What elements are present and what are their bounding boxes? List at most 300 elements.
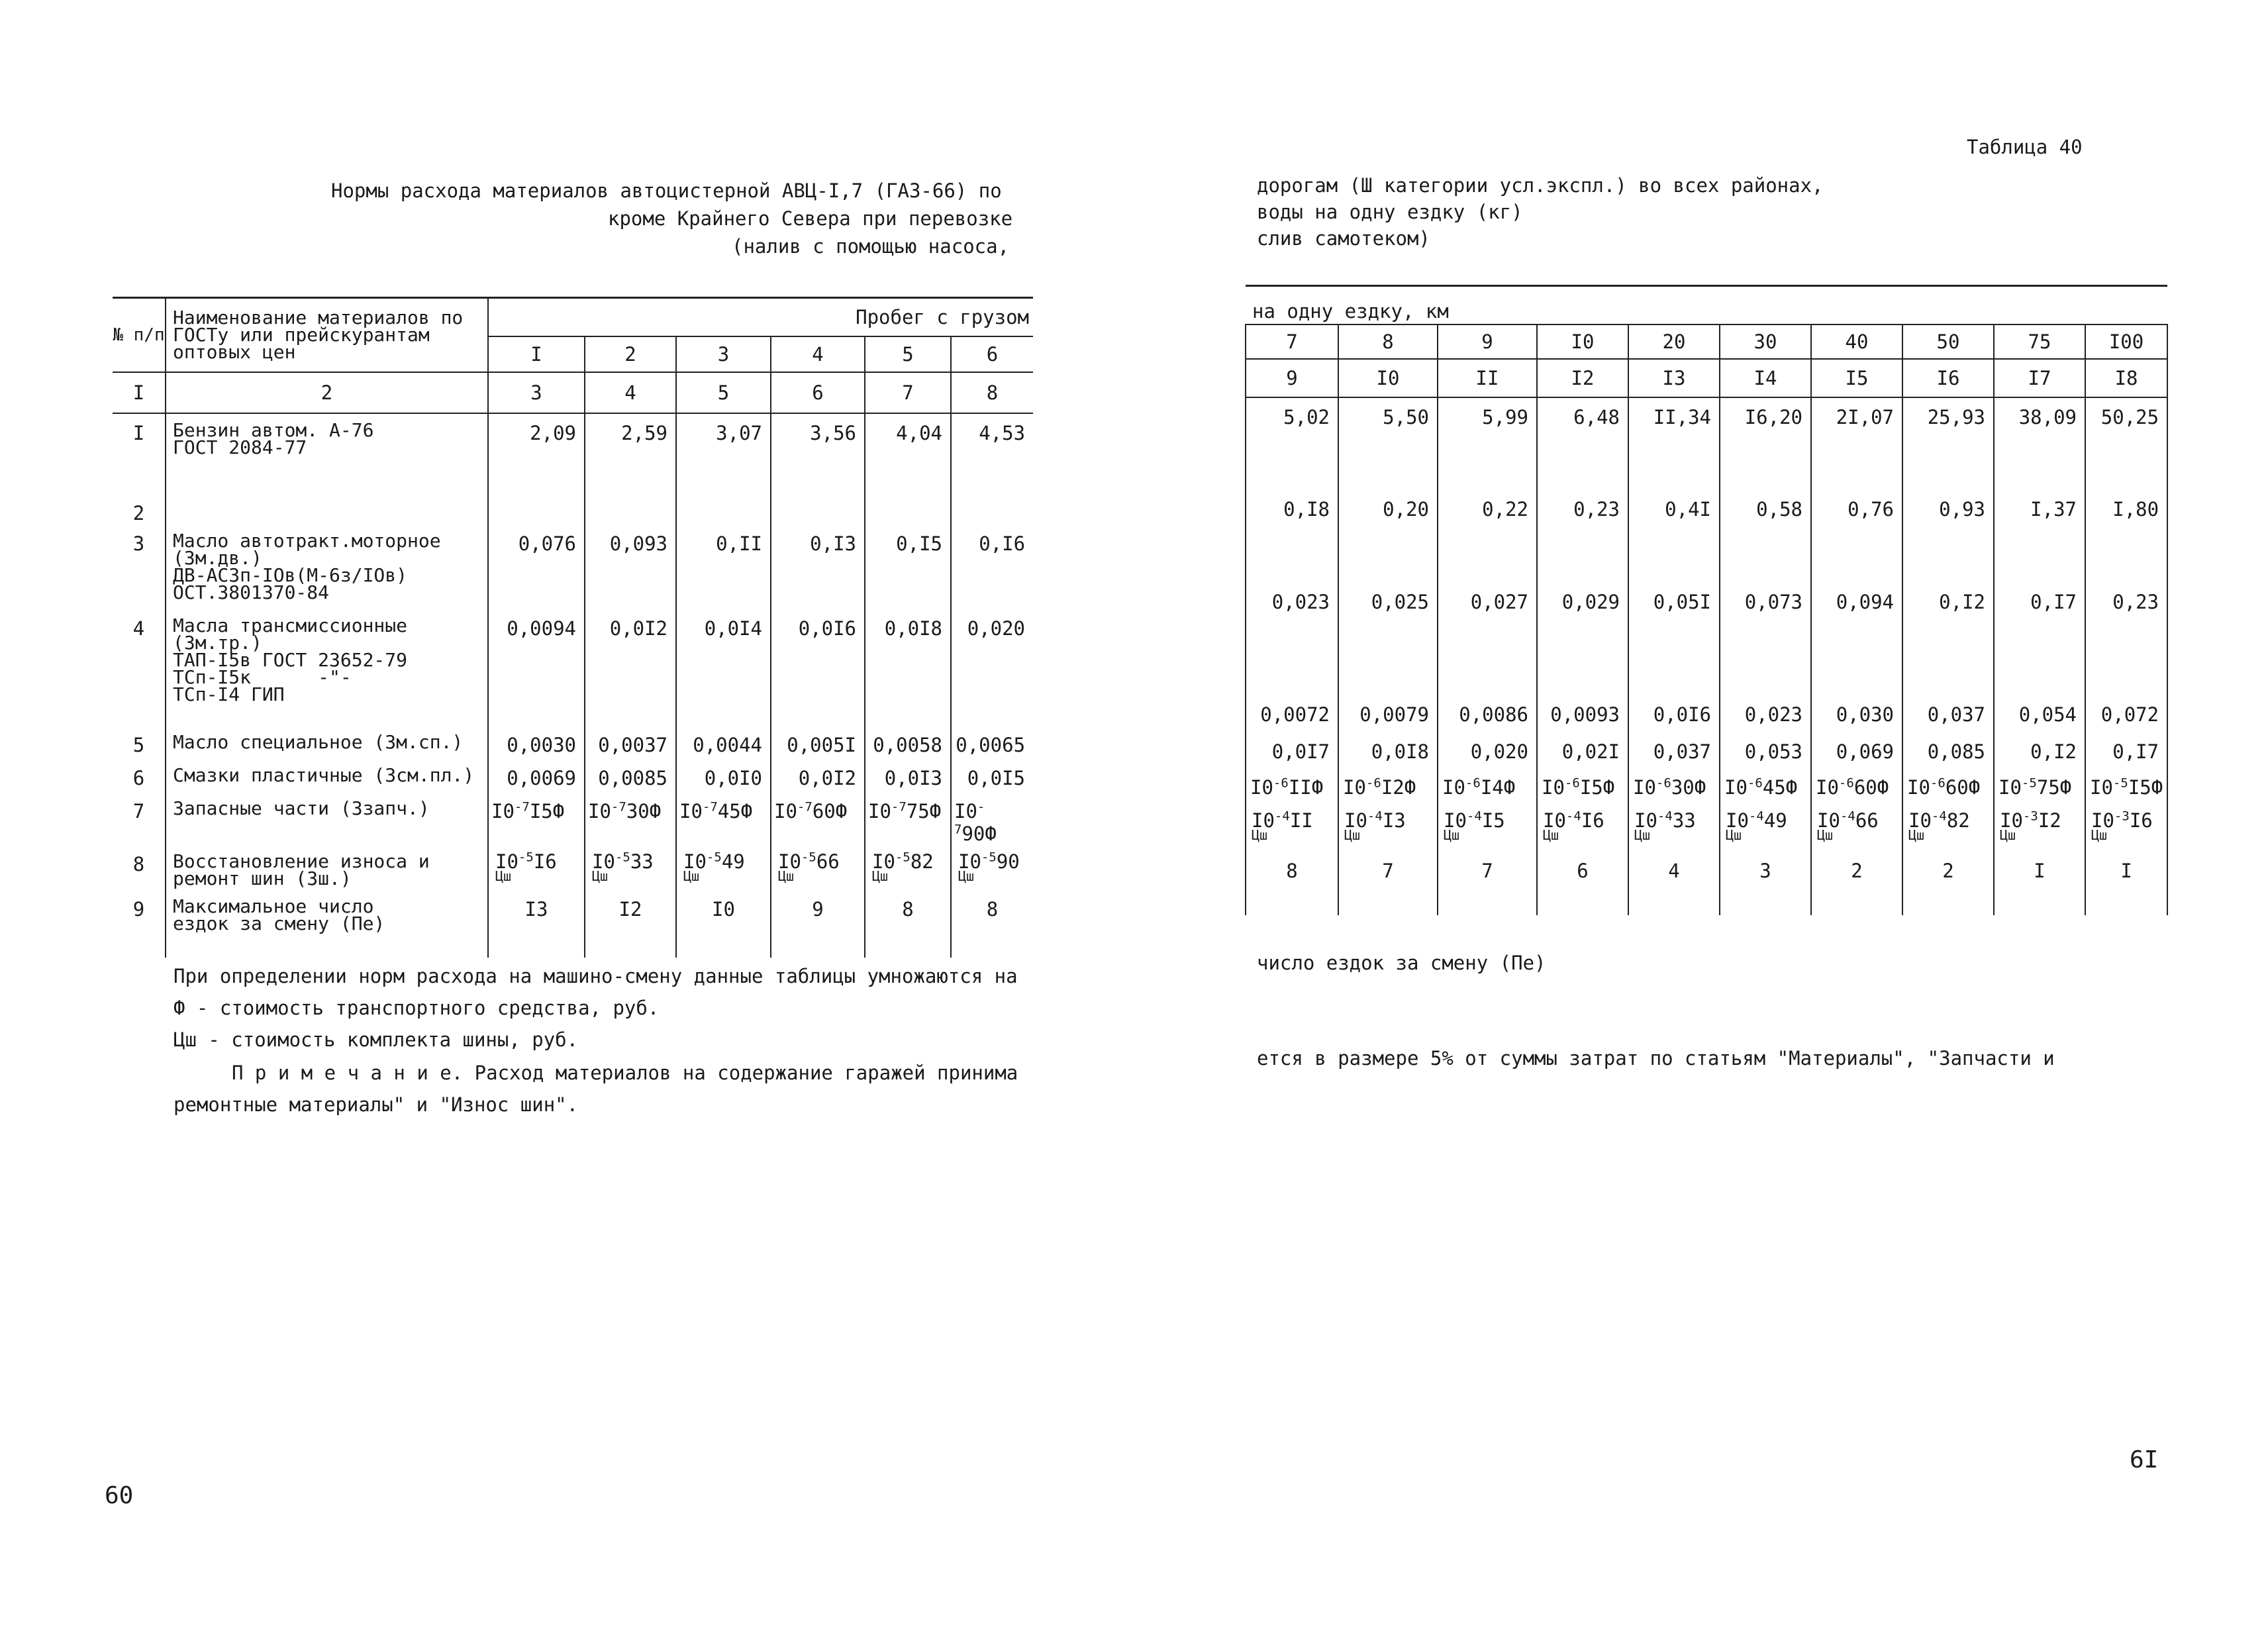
value-cell: 0,I2 (1994, 732, 2085, 770)
value-text: I2 (2038, 809, 2061, 832)
value-cell: 3 (1720, 854, 1811, 915)
value-fraction (1726, 808, 1787, 843)
row-number: 3 (113, 524, 166, 609)
material-name (166, 524, 488, 609)
value-base: I0 (868, 799, 891, 822)
value-cell (1902, 807, 1994, 854)
value-cell (2085, 807, 2167, 854)
value-base: I0 (1726, 809, 1749, 832)
material-name (166, 792, 488, 845)
value-text: 49 (721, 850, 745, 873)
value-cell: 2I,07 (1811, 397, 1902, 490)
value-text: 66 (1855, 809, 1879, 832)
table-row (113, 759, 1033, 792)
value-denominator: Цш (1344, 826, 1361, 843)
value-base: I0 (774, 799, 797, 822)
material-name-line: Масла трансмиссионные (173, 614, 408, 636)
value-cell: 0,23 (2085, 583, 2167, 695)
index-cell: I7 (1994, 359, 2085, 397)
table-row (1246, 770, 2167, 807)
value-exponent: -7 (702, 799, 718, 814)
value-cell (771, 845, 865, 890)
value-cell (1246, 807, 1338, 854)
value-cell (865, 845, 951, 890)
value-cell: I (2085, 854, 2167, 915)
value-denominator: Цш (1543, 826, 1559, 843)
header-km: 6 (986, 342, 999, 366)
material-name-line: Максимальное число (173, 895, 374, 917)
value-base: I0 (1816, 775, 1839, 799)
table-row (1246, 732, 2167, 770)
value-text: 82 (1946, 809, 1970, 832)
value-cell: 0,037 (1902, 695, 1994, 732)
value-cell (488, 494, 585, 524)
value-exponent: -4 (1657, 808, 1673, 823)
value-exponent: -6 (1655, 775, 1671, 790)
value-cell: 2,09 (488, 413, 585, 494)
value-exponent: -4 (1367, 808, 1383, 823)
value-cell: 0,0I7 (1246, 732, 1338, 770)
value-cell: 3,56 (771, 413, 865, 494)
left-table-body (113, 413, 1033, 958)
value-cell: 0,029 (1537, 583, 1628, 695)
value-base: I0 (491, 799, 515, 822)
value-cell (771, 792, 865, 845)
table-row (1246, 695, 2167, 732)
note-line-4: П р и м е ч а н и е. Расход материалов на содержание гаражей принима (232, 1062, 1018, 1084)
material-name-line: Восстановление износа и (173, 850, 430, 872)
value-cell (1811, 770, 1902, 807)
value-fraction (958, 849, 1020, 884)
header-km: I0 (1537, 324, 1628, 359)
value-fraction (872, 849, 934, 884)
table-row (1246, 397, 2167, 490)
table-row (113, 609, 1033, 726)
right-heading-line-2: воды на одну ездку (кг) (1257, 201, 1523, 223)
value-base: I0 (683, 850, 707, 873)
value-cell (1628, 770, 1720, 807)
value-base: I0 (872, 850, 895, 873)
value-cell: 8 (1246, 854, 1338, 915)
table-row (1246, 854, 2167, 915)
value-exponent: -4 (1466, 808, 1482, 823)
value-exponent: -3 (2114, 808, 2130, 823)
value-cell: I,80 (2085, 490, 2167, 583)
row-number: 6 (113, 759, 166, 792)
material-name-line: (Зм.тр.) (173, 631, 262, 654)
material-name (166, 759, 488, 792)
value-cell: 5,02 (1246, 397, 1338, 490)
value-cell: 2 (1902, 854, 1994, 915)
value-denominator: Цш (2091, 826, 2108, 843)
row-number: 9 (113, 890, 166, 958)
value-cell: 0,0037 (585, 726, 676, 759)
value-cell (1338, 770, 1438, 807)
value-exponent: -6 (1564, 775, 1580, 790)
value-text: I5Ф (529, 799, 565, 822)
value-denominator: Цш (495, 868, 512, 884)
value-exponent: -5 (518, 849, 534, 864)
value-cell: I3 (488, 890, 585, 958)
index-cell: 2 (166, 372, 488, 413)
value-cell: 0,020 (1438, 732, 1537, 770)
value-cell: 25,93 (1902, 397, 1994, 490)
value-text: I5Ф (1579, 775, 1615, 799)
value-cell (951, 845, 1033, 890)
value-cell: 4 (1628, 854, 1720, 915)
index-cell: 8 (951, 372, 1033, 413)
value-cell: 0,0094 (488, 609, 585, 726)
value-fraction (1252, 808, 1313, 843)
value-cell: I,37 (1994, 490, 2085, 583)
left-heading-line-1: Нормы расхода материалов автоцистерной АВЦ-I,7 (ГАЗ-66) по (331, 179, 1002, 202)
row-number: 8 (113, 845, 166, 890)
value-cell: 0,0079 (1338, 695, 1438, 732)
value-exponent: -6 (1930, 775, 1946, 790)
table-row (113, 890, 1033, 958)
header-km: I (488, 336, 585, 372)
table-row (113, 524, 1033, 609)
value-cell: 0,0I0 (676, 759, 771, 792)
value-base: I0 (1633, 775, 1656, 799)
value-cell (676, 792, 771, 845)
value-fraction (1344, 808, 1406, 843)
value-cell: 0,II (676, 524, 771, 609)
value-cell: 0,58 (1720, 490, 1811, 583)
value-cell (676, 494, 771, 524)
value-cell (2085, 770, 2167, 807)
value-cell (1628, 807, 1720, 854)
left-heading-line-3: (налив с помощью насоса, (732, 235, 1010, 258)
note-line-1: При определении норм расхода на машино-смену данные таблицы умножаются на (173, 965, 1018, 987)
value-cell: 0,030 (1811, 695, 1902, 732)
table-row (1246, 490, 2167, 583)
value-fraction (683, 849, 745, 884)
value-cell (1811, 807, 1902, 854)
value-cell: 0,0086 (1438, 695, 1537, 732)
value-text: 30Ф (1671, 775, 1706, 799)
value-cell: 0,025 (1338, 583, 1438, 695)
value-cell: 2,59 (585, 413, 676, 494)
index-cell: II (1438, 359, 1537, 397)
right-note-tail: ется в размере 5% от суммы затрат по статьям "Материалы", "Запчасти и (1257, 1047, 2055, 1070)
value-fraction (1817, 808, 1879, 843)
header-num: № п/п (113, 298, 166, 372)
value-cell: 8 (865, 890, 951, 958)
value-fraction (592, 849, 654, 884)
header-group: Пробег с грузом (488, 298, 1033, 336)
value-base: I0 (1543, 809, 1566, 832)
header-km: I00 (2085, 324, 2167, 359)
value-base: I0 (1344, 809, 1367, 832)
value-cell (1994, 770, 2085, 807)
value-cell: 4,04 (865, 413, 951, 494)
value-exponent: -5 (2021, 775, 2037, 790)
table-row (1246, 807, 2167, 854)
value-base: I0 (1907, 775, 1930, 799)
header-km: 30 (1720, 324, 1811, 359)
header-km: 2 (585, 336, 676, 372)
value-cell: 6 (1537, 854, 1628, 915)
value-cell: 2 (1811, 854, 1902, 915)
value-text: I6 (2129, 809, 2153, 832)
value-cell: 0,0085 (585, 759, 676, 792)
value-cell: II,34 (1628, 397, 1720, 490)
value-base: I0 (2000, 809, 2023, 832)
table-row (113, 792, 1033, 845)
value-cell (951, 792, 1033, 845)
material-name (166, 413, 488, 494)
left-norms-table (113, 297, 1033, 958)
header-km: 75 (1994, 324, 2085, 359)
value-cell: I6,20 (1720, 397, 1811, 490)
value-text: 49 (1763, 809, 1787, 832)
value-base: I0 (1252, 809, 1275, 832)
value-cell: 0,069 (1811, 732, 1902, 770)
table-row (113, 494, 1033, 524)
value-cell: 0,073 (1720, 583, 1811, 695)
value-cell: 7 (1438, 854, 1537, 915)
value-fraction (2091, 808, 2153, 843)
value-exponent: -6 (1273, 775, 1289, 790)
value-exponent: -6 (1838, 775, 1854, 790)
value-fraction (778, 849, 840, 884)
right-page-number: 6I (2130, 1446, 2159, 1473)
value-cell: 0,0I6 (771, 609, 865, 726)
value-text: I5 (1481, 809, 1505, 832)
note-line-3: Цш - стоимость комплекта шины, руб. (173, 1028, 579, 1051)
value-base: I0 (679, 799, 703, 822)
value-cell: 0,0058 (865, 726, 951, 759)
value-exponent: -5 (801, 849, 816, 864)
value-cell (865, 494, 951, 524)
header-km: 3 (676, 336, 771, 372)
value-fraction (1444, 808, 1505, 843)
right-heading-line-1: дорогам (Ш категории усл.экспл.) во всех районах, (1257, 174, 1824, 197)
header-km: 40 (1811, 324, 1902, 359)
material-name-line: ТАП-I5в ГОСТ 23652-79 (173, 648, 408, 671)
material-name-line: ТСп-I5к -"- (173, 666, 352, 688)
value-cell: 0,037 (1628, 732, 1720, 770)
value-text: 66 (816, 850, 840, 873)
value-base: I0 (1442, 775, 1465, 799)
value-base: I0 (1908, 809, 1932, 832)
value-cell: 0,76 (1811, 490, 1902, 583)
material-name-line: ОСТ.3801370-84 (173, 581, 330, 603)
header-name: Наименование материалов по ГОСТу или прейскурантам оптовых цен (166, 298, 488, 372)
value-exponent: -5 (706, 849, 722, 864)
value-base: I0 (588, 799, 611, 822)
value-text: I6 (533, 850, 557, 873)
table-row (113, 413, 1033, 494)
value-cell: 38,09 (1994, 397, 2085, 490)
value-cell (1537, 807, 1628, 854)
value-cell: 5,50 (1338, 397, 1438, 490)
value-cell (771, 494, 865, 524)
value-cell (1338, 807, 1438, 854)
material-name-line: ремонт шин (Зш.) (173, 867, 352, 889)
header-km: 20 (1628, 324, 1720, 359)
value-cell: 0,0I2 (585, 609, 676, 726)
value-cell: 0,0I8 (865, 609, 951, 726)
value-base: I0 (1343, 775, 1366, 799)
value-denominator: Цш (778, 868, 795, 884)
value-cell: 0,0065 (956, 733, 1026, 756)
value-base: I0 (1444, 809, 1467, 832)
value-text: 90Ф (961, 822, 997, 845)
value-text: 30Ф (626, 799, 662, 822)
value-cell: 0,I8 (1246, 490, 1338, 583)
index-cell: 5 (676, 372, 771, 413)
value-cell: 0,054 (1994, 695, 2085, 732)
material-name-line: Масло специальное (Зм.сп.) (173, 730, 464, 753)
value-cell: 0,0I5 (967, 766, 1026, 789)
value-denominator: Цш (1634, 826, 1651, 843)
right-caption: число ездок за смену (Пе) (1257, 952, 1546, 974)
value-cell (1720, 807, 1811, 854)
value-exponent: -5 (615, 849, 630, 864)
value-denominator: Цш (958, 868, 975, 884)
right-table-body (1246, 397, 2167, 915)
row-number: 5 (113, 726, 166, 759)
value-exponent: -7 (611, 799, 626, 814)
value-base: I0 (1998, 775, 2022, 799)
material-name-line: ДВ-АСЗп-IOв(М-6з/IOв) (173, 564, 408, 586)
index-cell: 6 (771, 372, 865, 413)
value-cell (865, 792, 951, 845)
index-cell: I3 (1628, 359, 1720, 397)
value-cell (1537, 770, 1628, 807)
header-km: 5 (865, 336, 951, 372)
value-cell: 0,0044 (676, 726, 771, 759)
value-denominator: Цш (592, 868, 609, 884)
value-text: 75Ф (906, 799, 942, 822)
value-base: I0 (1817, 809, 1840, 832)
value-exponent: -4 (1748, 808, 1764, 823)
header-km: 8 (1338, 324, 1438, 359)
value-text: I5Ф (2128, 775, 2163, 799)
material-name (166, 726, 488, 759)
value-exponent: -7 (514, 799, 530, 814)
row-number: 7 (113, 792, 166, 845)
material-name-line: ездок за смену (Пе) (173, 912, 385, 934)
value-exponent: -7 (954, 799, 985, 836)
value-cell: 0,0I2 (771, 759, 865, 792)
index-cell: I2 (1537, 359, 1628, 397)
index-cell: 3 (488, 372, 585, 413)
index-cell: I5 (1811, 359, 1902, 397)
value-cell: 6,48 (1537, 397, 1628, 490)
note-line-2: Ф - стоимость транспортного средства, руб. (173, 997, 660, 1019)
value-text: I3 (1382, 809, 1406, 832)
right-heading-line-3: слив самотеком) (1257, 227, 1430, 250)
value-text: 33 (630, 850, 654, 873)
value-cell: 0,072 (2085, 695, 2167, 732)
table-title: Таблица 40 (1967, 136, 2083, 158)
value-cell: 0,053 (1720, 732, 1811, 770)
note-line-5: ремонтные материалы" и "Износ шин". (173, 1093, 579, 1116)
value-fraction (1908, 808, 1970, 843)
value-text: I4Ф (1480, 775, 1516, 799)
table-row (113, 726, 1033, 759)
value-text: I6 (1581, 809, 1604, 832)
value-denominator: Цш (683, 868, 700, 884)
value-cell (1902, 770, 1994, 807)
value-cell: 0,I7 (1994, 583, 2085, 695)
table-row (113, 845, 1033, 890)
value-exponent: -5 (2112, 775, 2128, 790)
value-cell: 0,I2 (1902, 583, 1994, 695)
value-cell: 0,02I (1537, 732, 1628, 770)
value-fraction (1634, 808, 1696, 843)
value-cell (676, 845, 771, 890)
left-heading-line-2: кроме Крайнего Севера при перевозке (608, 207, 1013, 230)
material-name-line: (Зм.дв.) (173, 546, 262, 569)
row-number: 2 (113, 494, 166, 524)
value-cell: 0,05I (1628, 583, 1720, 695)
value-base: I0 (495, 850, 518, 873)
value-cell: 0,0I3 (865, 759, 951, 792)
value-cell: 0,093 (585, 524, 676, 609)
value-cell: 0,4I (1628, 490, 1720, 583)
value-cell (585, 845, 676, 890)
index-cell: 9 (1246, 359, 1338, 397)
right-norms-table (1245, 285, 2168, 915)
value-denominator: Цш (1908, 826, 1925, 843)
value-cell: 0,0030 (488, 726, 585, 759)
value-cell: 0,23 (1537, 490, 1628, 583)
row-number: 4 (113, 609, 166, 726)
value-fraction (495, 849, 557, 884)
value-text: 90 (996, 850, 1020, 873)
value-cell: 7 (1338, 854, 1438, 915)
value-cell: 0,094 (1811, 583, 1902, 695)
value-text: 45Ф (717, 799, 753, 822)
value-cell: 0,93 (1902, 490, 1994, 583)
value-exponent: -6 (1747, 775, 1763, 790)
value-base: I0 (778, 850, 801, 873)
value-cell: 0,085 (1902, 732, 1994, 770)
header-km: 9 (1438, 324, 1537, 359)
value-exponent: -6 (1465, 775, 1481, 790)
value-cell: 0,I7 (2085, 732, 2167, 770)
index-cell: I8 (2085, 359, 2167, 397)
material-name (166, 845, 488, 890)
value-cell: 0,023 (1720, 695, 1811, 732)
value-cell (1994, 807, 2085, 854)
value-text: 60Ф (812, 799, 848, 822)
material-name-line: ТСп-I4 ГИП (173, 683, 285, 705)
value-cell: 0,005I (771, 726, 865, 759)
value-cell: I2 (585, 890, 676, 958)
header-km: 7 (1246, 324, 1338, 359)
value-cell: 0,20 (1338, 490, 1438, 583)
value-fraction (2000, 808, 2061, 843)
index-cell: I0 (1338, 359, 1438, 397)
value-text: 33 (1672, 809, 1696, 832)
value-text: 45Ф (1762, 775, 1798, 799)
value-cell: I0 (676, 890, 771, 958)
value-text: 60Ф (1945, 775, 1981, 799)
value-base: I0 (2090, 775, 2113, 799)
value-cell (951, 494, 1033, 524)
value-base: I0 (958, 850, 981, 873)
value-cell: 0,0I6 (1628, 695, 1720, 732)
value-cell: 0,0I4 (676, 609, 771, 726)
material-name-line: Бензин автом. А-76 (173, 419, 374, 441)
value-exponent: -5 (895, 849, 911, 864)
value-denominator: Цш (1252, 826, 1268, 843)
